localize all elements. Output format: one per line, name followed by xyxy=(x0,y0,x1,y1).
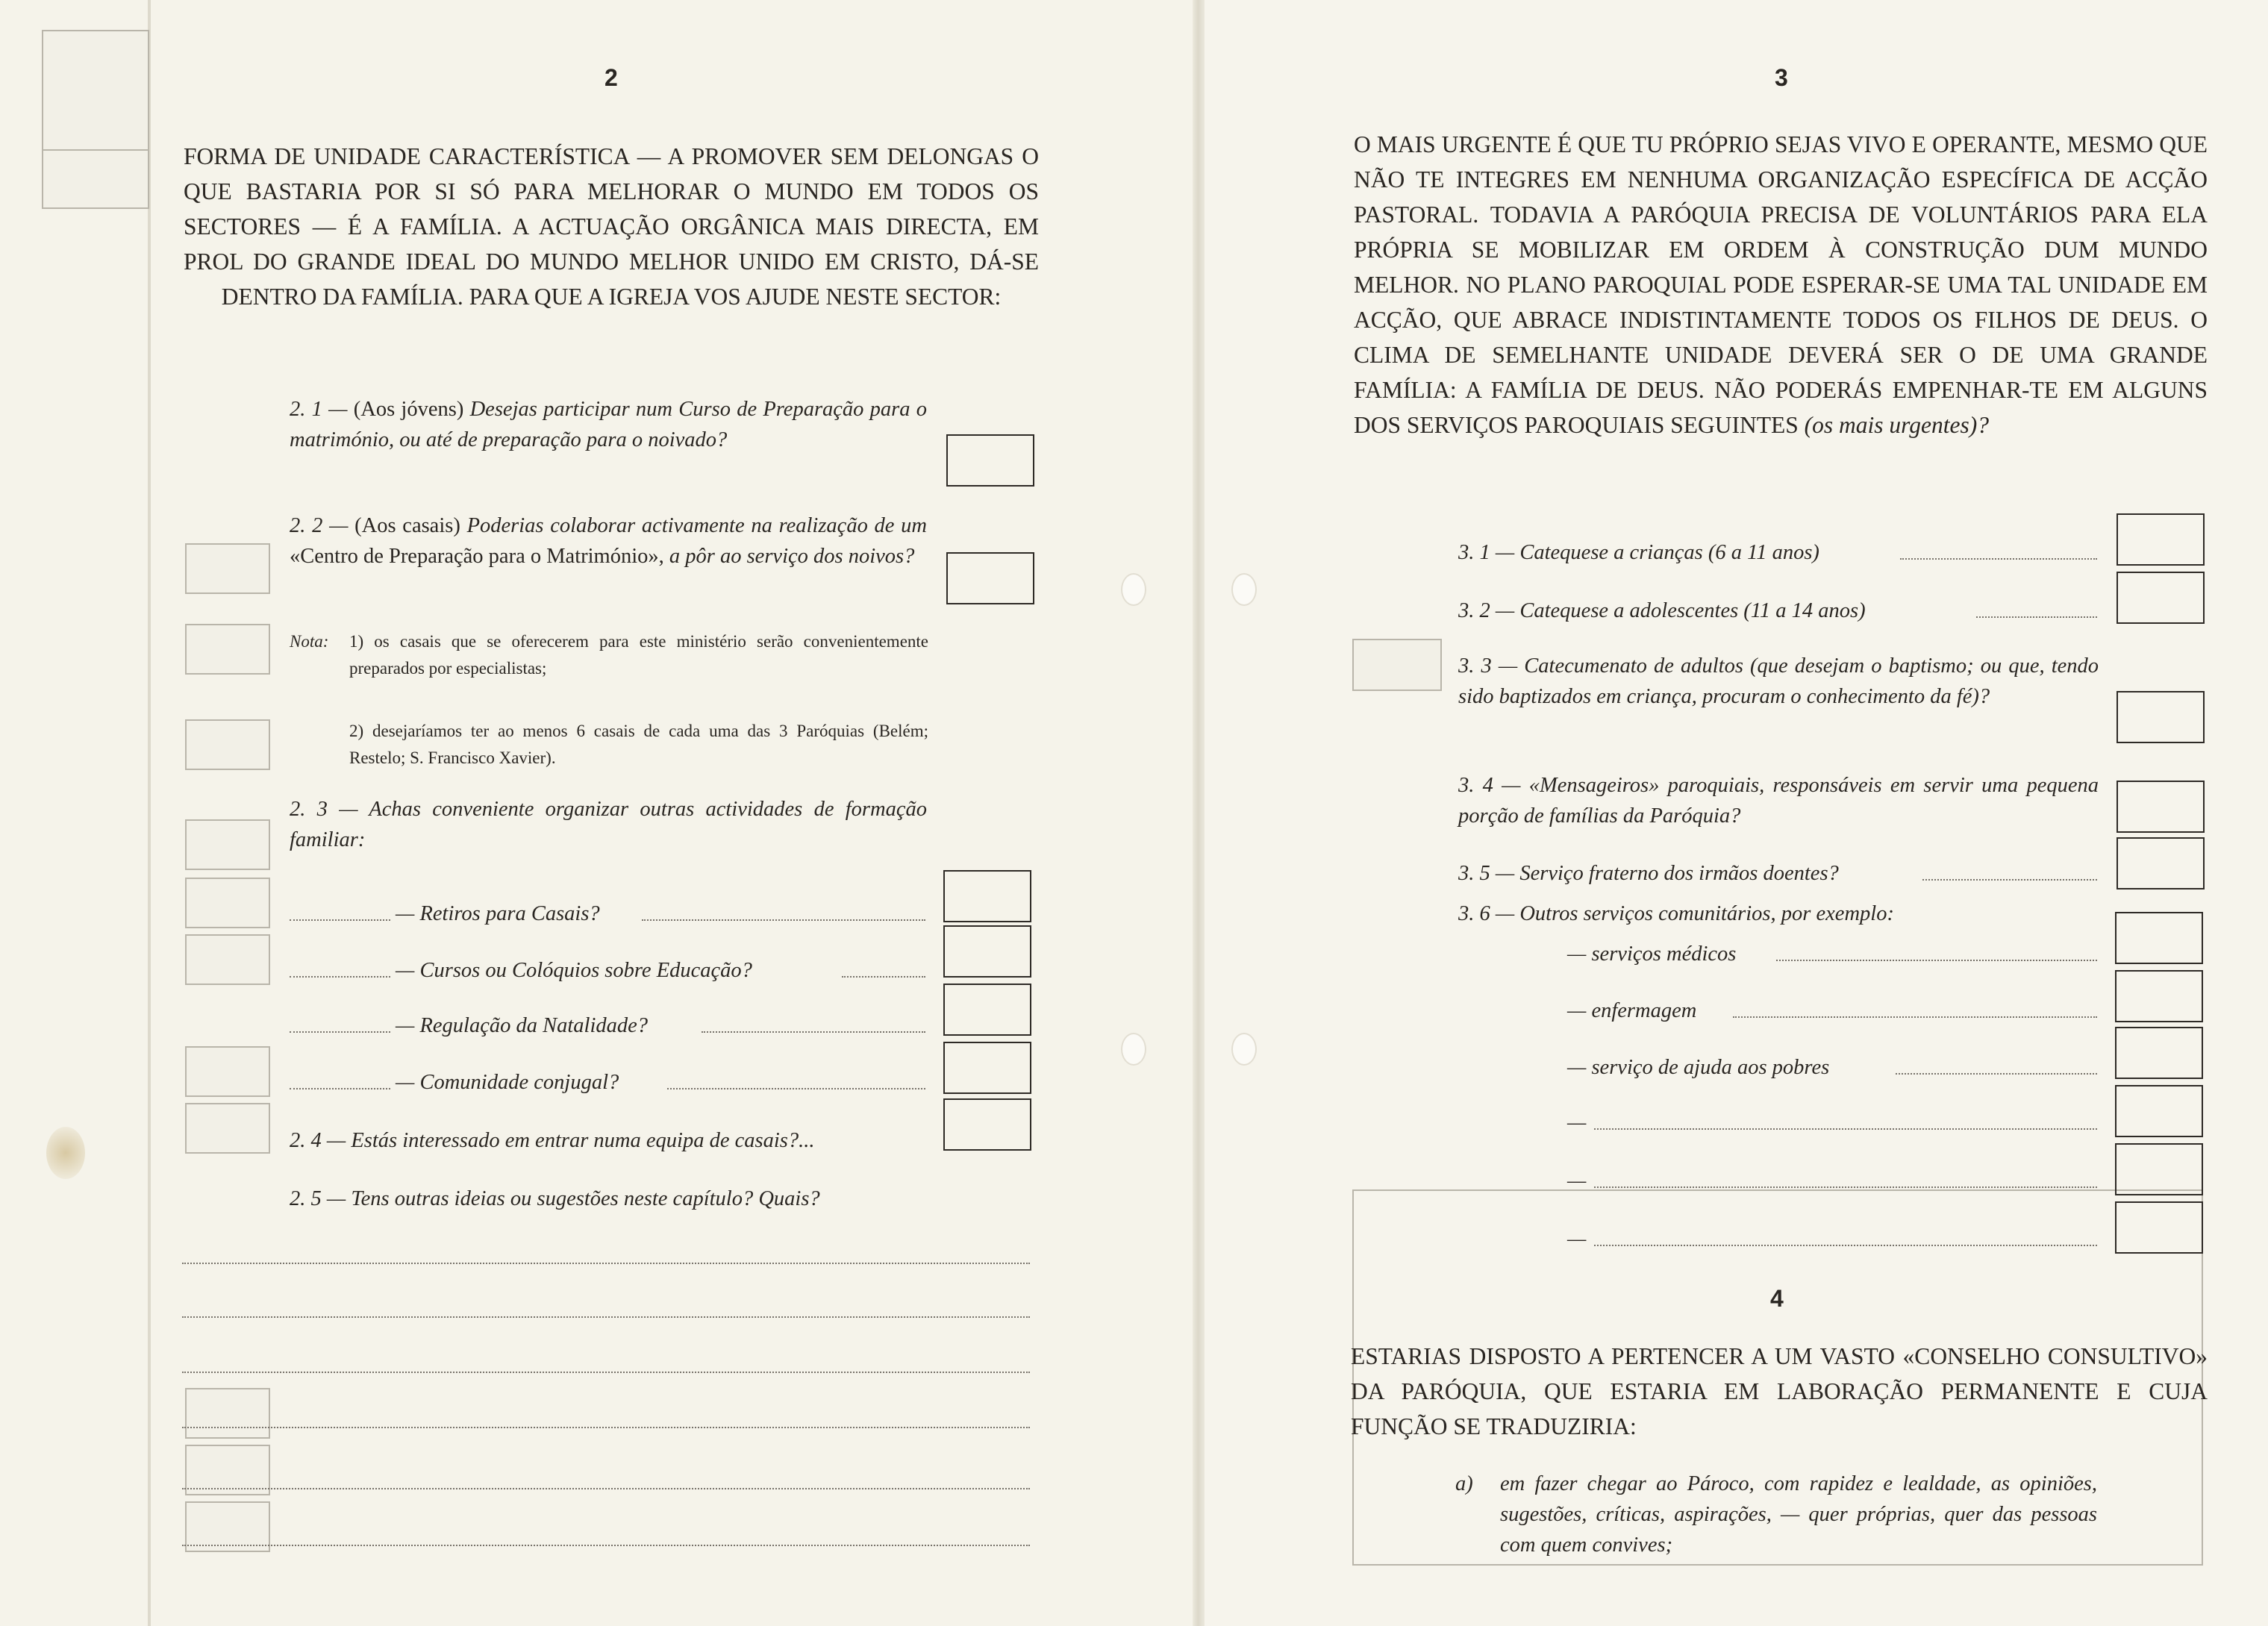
dotted-leader xyxy=(290,919,390,921)
dotted-leader xyxy=(1976,616,2097,618)
dotted-leader xyxy=(1776,960,2097,961)
bleed-box xyxy=(185,878,270,928)
answer-checkbox-blank[interactable] xyxy=(2115,1143,2203,1195)
bleed-box xyxy=(185,719,270,770)
item-number: 3. 1 — xyxy=(1458,541,1515,564)
answer-checkbox-3-5[interactable] xyxy=(2117,837,2205,889)
item-a-text: em fazer chegar ao Pároco, com rapidez e lealdade, as opiniões, sugestões, críticas, aspirações, — quer próprias, quer das pessoas com quem convives; xyxy=(1500,1472,2097,1557)
question-number: 2. 3 — xyxy=(290,798,358,821)
answer-line[interactable] xyxy=(182,1488,1030,1489)
answer-line[interactable] xyxy=(182,1545,1030,1546)
answer-checkbox-3-2[interactable] xyxy=(2117,572,2205,624)
answer-checkbox-pobres[interactable] xyxy=(2115,1027,2203,1079)
dotted-leader xyxy=(1896,1073,2097,1075)
sub-service-enfermagem: — enfermagem xyxy=(1567,999,1697,1022)
sub-item-regulacao: — Regulação da Natalidade? xyxy=(396,1014,649,1037)
question-2-2 xyxy=(290,510,927,572)
sub-item-cursos: — Cursos ou Colóquios sobre Educação? xyxy=(396,959,752,982)
item-3-4 xyxy=(1458,770,2099,831)
question-number: 2. 1 — xyxy=(290,398,348,421)
item-3-5 xyxy=(1458,858,1839,889)
item-text: Catequese a crianças (6 a 11 anos) xyxy=(1519,541,1819,564)
answer-checkbox-medicos[interactable] xyxy=(2115,912,2203,964)
item-number: 3. 4 — xyxy=(1458,774,1521,797)
center-fold xyxy=(1193,0,1205,1626)
answer-checkbox-2-1[interactable] xyxy=(946,434,1034,487)
page-number: 3 xyxy=(1775,64,1788,91)
bleed-box xyxy=(185,624,270,675)
answer-checkbox-blank[interactable] xyxy=(2115,1201,2203,1254)
bleed-box xyxy=(185,819,270,870)
answer-line[interactable] xyxy=(182,1316,1030,1318)
section-4-heading: ESTARIAS DISPOSTO A PERTENCER A UM VASTO «CONSELHO CONSULTIVO» DA PARÓQUIA, QUE ESTARIA EM LABORAÇÃO PERMANENTE E CUJA FUNÇÃO SE TRADUZIRIA: xyxy=(1351,1343,2208,1439)
item-text: Outros serviços comunitários, por exemplo: xyxy=(1519,902,1894,925)
section-3-heading-text: O MAIS URGENTE É QUE TU PRÓPRIO SEJAS VIVO E OPERANTE, MESMO QUE NÃO TE INTEGRES EM NENHUMA ORGANIZAÇÃO ESPECÍFICA DE ACÇÃO PASTORAL. TODAVIA A PARÓQUIA PRECISA DE VOLUNTÁRIOS PARA ELA PRÓPRIA SE MOBILIZAR EM ORDEM À CONSTRUÇÃO DUM MUNDO MELHOR. NO PLANO PAROQUIAL PODE ESPERAR-SE UMA TAL UNIDADE EM ACÇÃO, QUE ABRACE INDISTINTAMENTE TODOS OS FILHOS DE DEUS. O CLIMA DE SEMELHANTE UNIDADE DEVERÁ SER O DE UMA GRANDE FAMÍLIA: A FAMÍLIA DE DEUS. NÃO PODERÁS EMPENHAR-TE EM ALGUNS DOS SERVIÇOS PAROQUIAIS SEGUINTES xyxy=(1354,131,2208,438)
punch-hole xyxy=(1231,1033,1257,1066)
answer-checkbox-blank[interactable] xyxy=(2115,1085,2203,1137)
dotted-leader xyxy=(1733,1016,2097,1018)
answer-checkbox-retiros[interactable] xyxy=(943,870,1031,922)
bleed-box xyxy=(185,543,270,594)
question-text: Desejas participar num Curso de Preparação para o matrimónio, ou até de preparação para o noivado? xyxy=(290,398,928,451)
question-number: 2. 4 — xyxy=(290,1129,346,1152)
answer-line[interactable] xyxy=(182,1427,1030,1428)
question-text: Tens outras ideias ou sugestões neste capítulo? Quais? xyxy=(351,1187,820,1210)
bleed-box xyxy=(42,149,149,209)
answer-checkbox-2-2[interactable] xyxy=(946,552,1034,604)
question-2-1 xyxy=(290,394,927,455)
sub-service-blank: — xyxy=(1567,1111,1587,1134)
item-text: Catecumenato de adultos (que desejam o baptismo; ou que, tendo sido baptizados em criança, procuram o conhecimento da fé)? xyxy=(1458,654,2099,708)
question-quote: «Centro de Preparação para o Matrimónio», xyxy=(290,545,664,568)
answer-checkbox-2-4[interactable] xyxy=(943,1098,1031,1151)
item-3-2 xyxy=(1458,595,1866,626)
sub-service-blank: — xyxy=(1567,1169,1587,1192)
sub-service-medicos: — serviços médicos xyxy=(1567,942,1737,966)
question-2-3 xyxy=(290,794,927,855)
item-a-label: a) xyxy=(1455,1472,1473,1495)
punch-hole xyxy=(1121,1033,1146,1066)
left-edge-shadow xyxy=(148,0,151,1626)
section-2-heading: FORMA DE UNIDADE CARACTERÍSTICA — A PROMOVER SEM DELONGAS O QUE BASTARIA POR SI SÓ PARA MELHORAR O MUNDO EM TODOS OS SECTORES — É A FAMÍLIA. A ACTUAÇÃO ORGÂNICA MAIS DIRECTA, EM PROL DO GRANDE IDEAL DO MUNDO MELHOR UNIDO EM CRISTO, DÁ-SE DENTRO DA FAMÍLIA. PARA QUE A IGREJA VOS AJUDE NESTE SECTOR: xyxy=(184,143,1039,310)
question-number: 2. 2 — xyxy=(290,514,349,537)
answer-line[interactable] xyxy=(1594,1186,2097,1188)
dotted-leader xyxy=(290,1088,390,1089)
section-number: 4 xyxy=(1770,1285,1784,1312)
item-number: 3. 3 — xyxy=(1458,654,1518,678)
item-3-1 xyxy=(1458,537,1819,568)
sub-service-blank: — xyxy=(1567,1228,1587,1251)
answer-checkbox-3-4[interactable] xyxy=(2117,781,2205,833)
question-lead: (Aos casais) xyxy=(354,514,460,537)
bleed-box xyxy=(185,1388,270,1439)
dotted-leader xyxy=(1922,879,2097,881)
answer-line[interactable] xyxy=(182,1372,1030,1373)
sub-service-pobres: — serviço de ajuda aos pobres xyxy=(1567,1056,1830,1079)
dotted-leader xyxy=(667,1088,925,1089)
paper-stain xyxy=(46,1127,85,1179)
item-text: «Mensageiros» paroquiais, responsáveis em servir uma pequena porção de famílias da Paróquia? xyxy=(1458,774,2099,828)
sub-item-retiros: — Retiros para Casais? xyxy=(396,902,600,925)
section-3-heading xyxy=(1354,127,2208,443)
question-text: Poderias colaborar activamente na realização de um xyxy=(466,514,928,537)
answer-checkbox-cursos[interactable] xyxy=(943,925,1031,978)
answer-checkbox-comunidade[interactable] xyxy=(943,1042,1031,1094)
question-2-4 xyxy=(290,1125,946,1156)
dotted-leader xyxy=(842,976,925,978)
question-number: 2. 5 — xyxy=(290,1187,346,1210)
item-text: Serviço fraterno dos irmãos doentes? xyxy=(1519,862,1839,885)
section-3-heading-tail: (os mais urgentes)? xyxy=(1804,412,1989,438)
dotted-leader xyxy=(290,1031,390,1033)
answer-checkbox-3-1[interactable] xyxy=(2117,513,2205,566)
item-number: 3. 2 — xyxy=(1458,599,1515,622)
page-number: 2 xyxy=(605,64,618,91)
note-2: 2) desejaríamos ter ao menos 6 casais de cada uma das 3 Paróquias (Belém; Restelo; S. Francisco Xavier). xyxy=(349,722,928,767)
item-number: 3. 5 — xyxy=(1458,862,1515,885)
answer-checkbox-regulacao[interactable] xyxy=(943,984,1031,1036)
answer-checkbox-enfermagem[interactable] xyxy=(2115,970,2203,1022)
note-1: 1) os casais que se oferecerem para este ministério serão convenientemente preparados por especialistas; xyxy=(349,632,928,678)
item-3-6 xyxy=(1458,898,1894,929)
bleed-box xyxy=(1352,639,1442,691)
dotted-leader xyxy=(642,919,925,921)
answer-line[interactable] xyxy=(1594,1245,2097,1246)
bleed-box xyxy=(42,30,149,152)
dotted-leader xyxy=(702,1031,925,1033)
note-label: Nota: xyxy=(290,632,329,651)
question-text: a pôr ao serviço dos noivos? xyxy=(669,545,915,568)
punch-hole xyxy=(1121,573,1146,606)
question-text: Achas conveniente organizar outras actividades de formação familiar: xyxy=(290,798,927,851)
question-text: Estás interessado em entrar numa equipa de casais?... xyxy=(351,1129,815,1152)
bleed-box xyxy=(185,934,270,985)
question-2-5 xyxy=(290,1183,946,1214)
bleed-box xyxy=(185,1103,270,1154)
question-lead: (Aos jóvens) xyxy=(353,398,464,421)
dotted-leader xyxy=(290,976,390,978)
sub-item-comunidade: — Comunidade conjugal? xyxy=(396,1071,619,1094)
item-text: Catequese a adolescentes (11 a 14 anos) xyxy=(1519,599,1866,622)
answer-line[interactable] xyxy=(1594,1128,2097,1130)
item-3-3 xyxy=(1458,651,2099,712)
item-number: 3. 6 — xyxy=(1458,902,1515,925)
dotted-leader xyxy=(1900,558,2097,560)
answer-line[interactable] xyxy=(182,1263,1030,1264)
bleed-box xyxy=(185,1046,270,1097)
punch-hole xyxy=(1231,573,1257,606)
answer-checkbox-3-3[interactable] xyxy=(2117,691,2205,743)
